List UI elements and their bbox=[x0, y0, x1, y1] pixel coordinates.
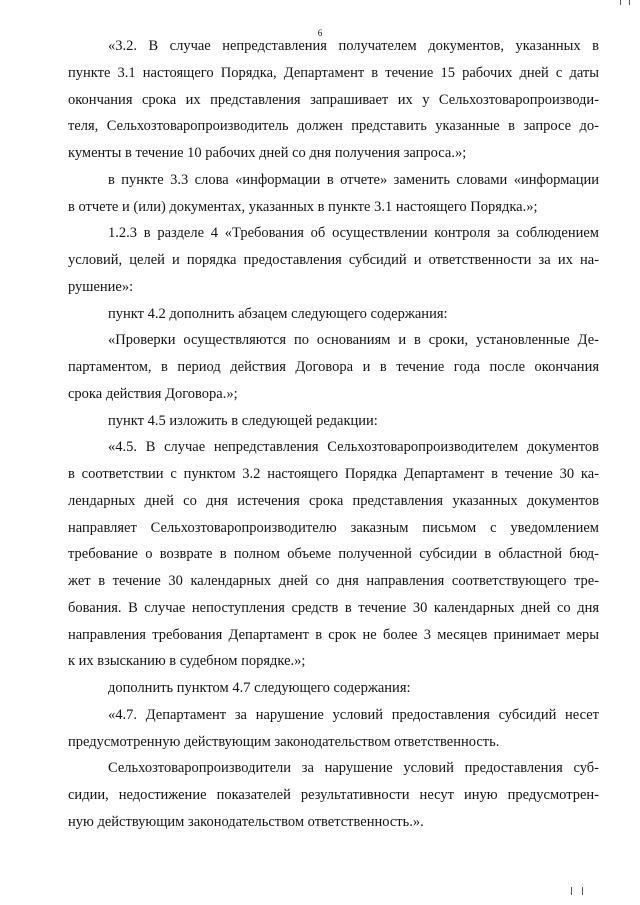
text-line: пункт 4.2 дополнить абзацем следующего содержания: bbox=[108, 305, 448, 322]
text-line: жет в течение 30 календарных дней со дня направления соответствующего тре- bbox=[68, 573, 599, 589]
text-line: в отчете и (или) документах, указанных в пункте 3.1 настоящего Порядка.»; bbox=[68, 198, 538, 215]
text-line: «4.5. В случае непредставления Сельхозтоваропроизводителем документов bbox=[108, 439, 599, 456]
text-line: в соответствии с пунктом 3.2 настоящего Порядка Департамент в течение 30 ка- bbox=[68, 466, 599, 482]
paragraph-4-7-intro bbox=[68, 675, 599, 702]
text-line: 1.2.3 в разделе 4 «Требования об осуществлении контроля за соблюдением bbox=[108, 225, 599, 242]
text-line: требование о возврате в полном объеме полученной субсидии в областной бюд- bbox=[68, 546, 599, 563]
text-line: к их взысканию в судебном порядке.»; bbox=[68, 653, 306, 670]
scan-mark bbox=[620, 0, 621, 5]
text-line: в пункте 3.3 слова «информации в отчете» заменить словами «информации bbox=[108, 171, 599, 188]
paragraph-3-2 bbox=[68, 33, 599, 167]
text-line: окончания срока их представления запрашивает их у Сельхозтоваропроизводи- bbox=[68, 91, 599, 108]
text-line: Сельхозтоваропроизводители за нарушение условий предоставления суб- bbox=[108, 760, 599, 777]
paragraph-4-5-intro bbox=[68, 408, 599, 435]
text-line: «3.2. В случае непредставления получателем документов, указанных в bbox=[108, 38, 599, 54]
text-line: бования. В случае непоступления средств в течение 30 календарных дней со дня bbox=[68, 599, 599, 616]
paragraph-3-3 bbox=[68, 167, 599, 221]
text-line: предусмотренную действующим законодательством ответственность. bbox=[68, 733, 500, 750]
paragraph-4-2-intro bbox=[68, 301, 599, 328]
text-line: рушение»: bbox=[68, 278, 134, 295]
scan-mark bbox=[582, 887, 583, 895]
scan-mark bbox=[571, 887, 572, 895]
page-number: 6 bbox=[317, 28, 323, 38]
paragraph-4-5 bbox=[68, 434, 599, 675]
text-line: «Проверки осуществляются по основаниям и в сроки, установленные Де- bbox=[108, 332, 599, 349]
text-line: направляет Сельхозтоваропроизводителю заказным письмом с уведомлением bbox=[68, 519, 599, 536]
text-line: теля, Сельхозтоваропроизводитель должен представить указанные в запросе до- bbox=[68, 118, 599, 135]
paragraph-producers-liability bbox=[68, 755, 599, 835]
text-line: лендарных дней со дня истечения срока представления указанных документов bbox=[68, 492, 599, 509]
text-line: кументы в течение 10 рабочих дней со дня получения запроса.»; bbox=[68, 145, 467, 161]
paragraph-inspections bbox=[68, 327, 599, 407]
paragraph-1-2-3 bbox=[68, 220, 599, 300]
paragraph-4-7 bbox=[68, 702, 599, 756]
text-line: «4.7. Департамент за нарушение условий предоставления субсидий несет bbox=[108, 706, 599, 723]
text-line: партаментом, в период действия Договора и в течение года после окончания bbox=[68, 359, 599, 375]
text-line: пункт 4.5 изложить в следующей редакции: bbox=[108, 412, 378, 429]
text-line: ную действующим законодательством ответственность.». bbox=[68, 813, 424, 830]
text-line: условий, целей и порядка предоставления субсидий и ответственности за их на- bbox=[68, 252, 599, 268]
text-line: срока действия Договора.»; bbox=[68, 385, 238, 402]
scan-mark bbox=[629, 0, 630, 5]
document-body bbox=[68, 33, 599, 836]
text-line: сидии, недостижение показателей результативности несут иную предусмотрен- bbox=[68, 787, 599, 803]
text-line: дополнить пунктом 4.7 следующего содержания: bbox=[108, 680, 411, 696]
text-line: пункте 3.1 настоящего Порядка, Департамент в течение 15 рабочих дней с даты bbox=[68, 64, 599, 81]
text-line: направления требования Департамент в срок не более 3 месяцев принимает меры bbox=[68, 626, 599, 643]
